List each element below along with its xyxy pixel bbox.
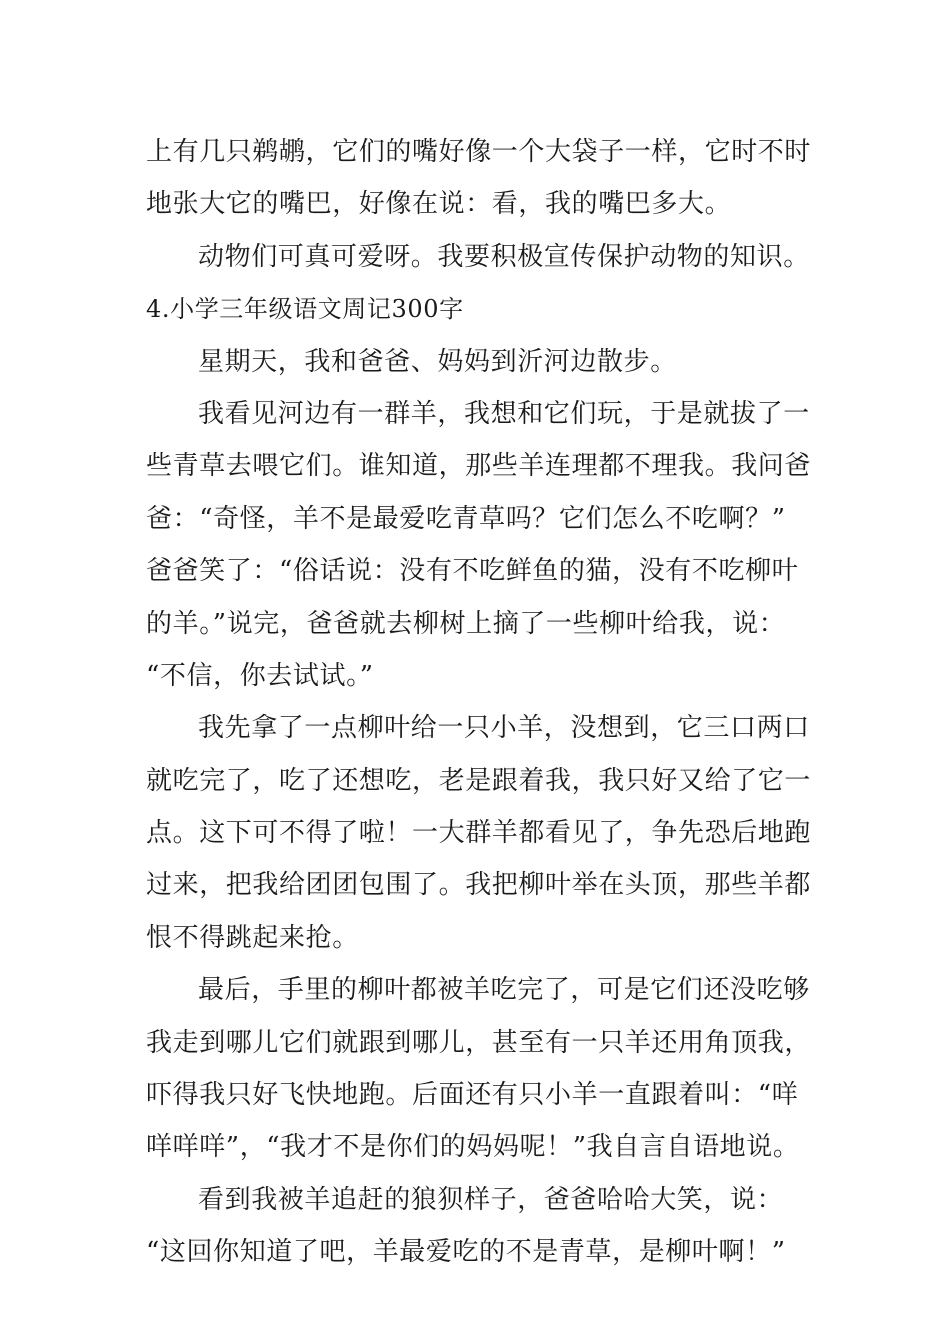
text-line: 的羊。”说完，爸爸就去柳树上摘了一些柳叶给我，说： [146, 608, 786, 639]
text-line: 爸：“奇怪，羊不是最爱吃青草吗？它们怎么不吃啊？” [146, 503, 786, 534]
text-line: 咩咩咩”，“我才不是你们的妈妈呢！”我自言自语地说。 [146, 1132, 800, 1163]
text-line: 恨不得跳起来抢。 [146, 922, 359, 953]
text-line: 就吃完了，吃了还想吃，老是跟着我，我只好又给了它一 [146, 765, 812, 796]
paragraph-start: 动物们可真可爱呀。我要积极宣传保护动物的知识。 [198, 241, 810, 272]
paragraph-start: 看到我被羊追赶的狼狈样子，爸爸哈哈大笑，说： [198, 1184, 784, 1215]
text-line: “不信，你去试试。” [146, 660, 374, 691]
paragraph-start: 星期天，我和爸爸、妈妈到沂河边散步。 [198, 346, 677, 377]
text-line: 地张大它的嘴巴，好像在说：看，我的嘴巴多大。 [146, 189, 732, 220]
document-body [146, 126, 811, 1279]
paragraph-start: 我看见河边有一群羊，我想和它们玩，于是就拔了一 [198, 398, 810, 429]
text-line: 点。这下可不得了啦！一大群羊都看见了，争先恐后地跑 [146, 818, 812, 849]
text-line: 过来，把我给团团包围了。我把柳叶举在头顶，那些羊都 [146, 870, 812, 901]
text-line: 爸爸笑了：“俗话说：没有不吃鲜鱼的猫，没有不吃柳叶 [146, 556, 799, 587]
text-line: 吓得我只好飞快地跑。后面还有只小羊一直跟着叫：“咩 [146, 1080, 799, 1111]
text-line: 些青草去喂它们。谁知道，那些羊连理都不理我。我问爸 [146, 451, 812, 482]
text-line: “这回你知道了吧，羊最爱吃的不是青草，是柳叶啊！” [146, 1237, 786, 1268]
section-heading: 4.小学三年级语文周记300字 [146, 295, 464, 324]
text-line: 我走到哪儿它们就跟到哪儿，甚至有一只羊还用角顶我， [146, 1027, 812, 1058]
paragraph-start: 最后，手里的柳叶都被羊吃完了，可是它们还没吃够 [198, 975, 810, 1006]
paragraph-start: 我先拿了一点柳叶给一只小羊，没想到，它三口两口 [198, 713, 810, 744]
text-line: 上有几只鹈鹕，它们的嘴好像一个大袋子一样，它时不时 [146, 137, 812, 167]
